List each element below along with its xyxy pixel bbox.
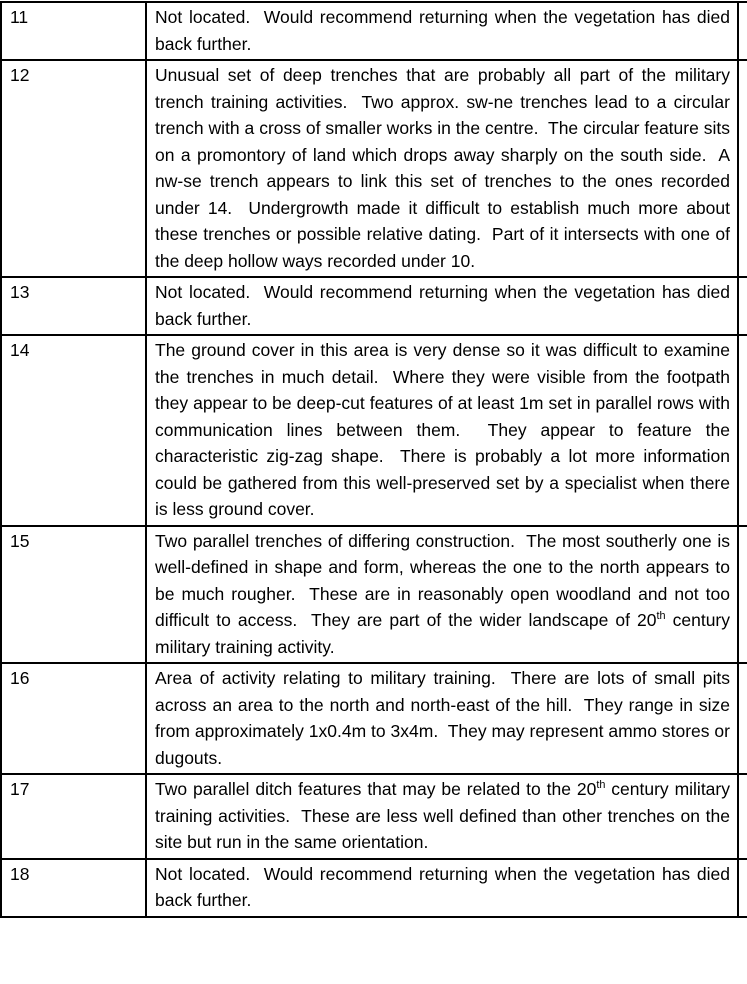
table-row bbox=[1, 859, 747, 917]
description-text: The ground cover in this area is very dense so it was difficult to examine the trenches in much detail. Where they were visible from the footpath they appear to be deep-cut features of at least 1m set in parallel rows with communication lines between them. They appear to feature the characteristic zig-zag shape. There is probably a lot more information could be gathered from this well-preserved set by a specialist when there is less ground cover. bbox=[155, 340, 735, 519]
record-table bbox=[0, 1, 747, 918]
description-text: century military training activity. bbox=[155, 610, 735, 657]
table-row bbox=[1, 663, 747, 774]
table-row bbox=[1, 2, 747, 60]
cutoff-column-cell bbox=[738, 526, 747, 664]
record-number-cell: 11 bbox=[1, 2, 146, 60]
cutoff-column-cell bbox=[738, 774, 747, 859]
record-table-body bbox=[1, 2, 747, 917]
table-row bbox=[1, 526, 747, 664]
record-number-cell: 18 bbox=[1, 859, 146, 917]
record-number-cell: 12 bbox=[1, 60, 146, 277]
record-description-cell bbox=[146, 2, 738, 60]
record-description-cell bbox=[146, 774, 738, 859]
table-row bbox=[1, 774, 747, 859]
record-number-cell: 16 bbox=[1, 663, 146, 774]
description-text: Area of activity relating to military training. There are lots of small pits across an area to the north and north-east of the hill. They range in size from approximately 1x0.4m to 3x4m. They may represent ammo stores or dugouts. bbox=[155, 668, 735, 768]
description-text: Not located. Would recommend returning when the vegetation has died back further. bbox=[155, 282, 735, 329]
description-text: century military training activities. These are less well defined than other trenches on the site but run in the same orientation. bbox=[155, 779, 735, 852]
record-description-cell bbox=[146, 663, 738, 774]
cutoff-column-cell bbox=[738, 663, 747, 774]
description-text: Not located. Would recommend returning when the vegetation has died back further. bbox=[155, 863, 735, 910]
cutoff-column-cell bbox=[738, 60, 747, 277]
table-row bbox=[1, 277, 747, 335]
record-number-cell: 17 bbox=[1, 774, 146, 859]
record-description-cell bbox=[146, 335, 738, 526]
cutoff-column-cell bbox=[738, 335, 747, 526]
description-text: Unusual set of deep trenches that are probably all part of the military trench training activities. Two approx. sw-ne trenches lead to a circular trench with a cross of smaller works in the centre. The circular feature sits on a promontory of land which drops away sharply on the south side. A nw-se trench appears to link this set of trenches to the ones recorded under 14. Undergrowth made it difficult to establish much more about these trenches or possible relative dating. Part of it intersects with one of the deep hollow ways recorded under 10. bbox=[155, 65, 735, 271]
description-text: Not located. Would recommend returning when the vegetation has died back further. bbox=[155, 7, 735, 54]
superscript-text: th bbox=[596, 779, 606, 792]
record-description-cell bbox=[146, 526, 738, 664]
description-text: Two parallel ditch features that may be related to the 20 bbox=[155, 779, 597, 799]
superscript-text: th bbox=[656, 610, 666, 623]
record-description-cell bbox=[146, 60, 738, 277]
record-number-cell: 15 bbox=[1, 526, 146, 664]
cutoff-column-cell bbox=[738, 2, 747, 60]
record-number-cell: 13 bbox=[1, 277, 146, 335]
cutoff-column-cell bbox=[738, 277, 747, 335]
document-page bbox=[0, 1, 747, 984]
record-description-cell bbox=[146, 859, 738, 917]
record-number-cell: 14 bbox=[1, 335, 146, 526]
cutoff-column-cell bbox=[738, 859, 747, 917]
table-row bbox=[1, 335, 747, 526]
record-description-cell bbox=[146, 277, 738, 335]
table-row bbox=[1, 60, 747, 277]
description-text: Two parallel trenches of differing construction. The most southerly one is well-defined in shape and form, whereas the one to the north appears to be much rougher. These are in reasonably open woodland and not too difficult to access. They are part of the wider landscape of 20 bbox=[155, 530, 735, 630]
